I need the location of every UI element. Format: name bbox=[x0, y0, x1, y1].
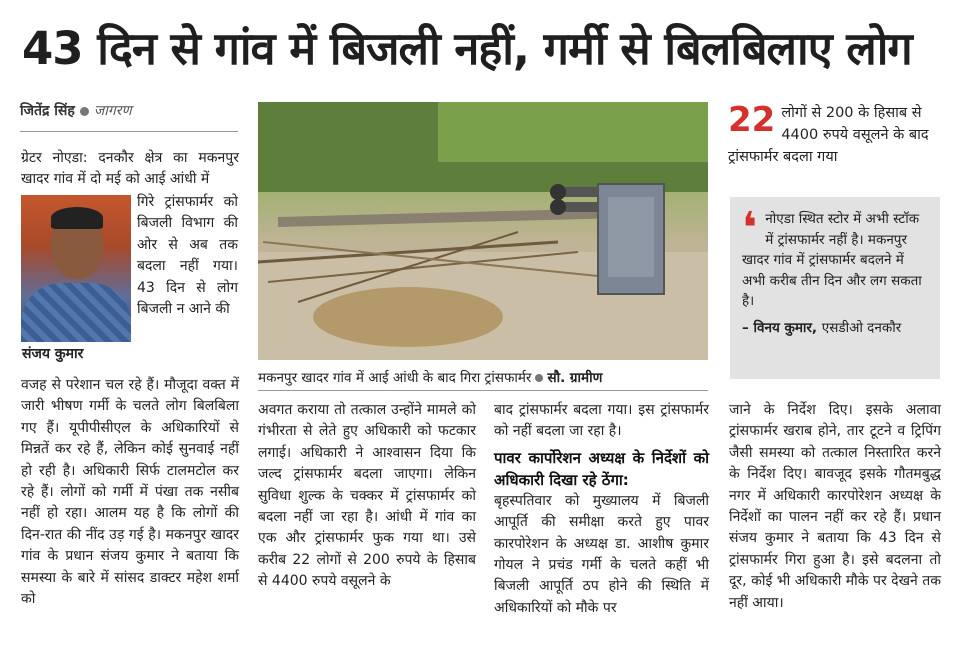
quote-box bbox=[730, 197, 940, 379]
caption-divider bbox=[258, 390, 708, 391]
col1-body: वजह से परेशान चल रहे हैं। मौजूदा वक्त में जारी भीषण गर्मी के चलते लोग बिलबिला गए हैं। यूपीपीसीएल के अधिकारियों से मिन्नतें कर रहे हैं, लेकिन कोई सुनवाई नहीं हो रही है। अधिकारी सिर्फ टालमटोल कर रहे हैं। लोगों को गर्मी में पंखा तक नसीब नहीं हो रहा। आलम यह है कि लोगों की दिन-रात की नींद उड़ गई है। मकनपुर खादर गांव के प्रधान संजय कुमार ने बताया कि समस्या के बारे में सांसद डाक्टर महेश शर्मा को bbox=[21, 377, 239, 608]
col3-subhead: पावर कार्पोरेशन अध्यक्ष के निर्देशों को अधिकारी दिखा रहे ठेंगा: bbox=[494, 448, 709, 489]
byline-divider bbox=[20, 131, 238, 132]
col3-body bbox=[494, 400, 709, 619]
highlight-number: 22 bbox=[728, 100, 776, 140]
col3-text: बृहस्पतिवार को मुख्यालय में बिजली आपूर्ति की समीक्षा करते हुए पावर कारपोरेशन के अध्यक्ष डा. आशीष कुमार गोयल ने प्रचंड गर्मी के चलते कहीं भी बिजली आपूर्ति ठप होने की स्थिति में अधिकारियों को मौके पर bbox=[494, 492, 709, 616]
col1-lead: ग्रेटर नोएडा: दनकौर क्षेत्र का मकनपुर खादर गांव में दो मई को आई आंधी में bbox=[21, 150, 239, 188]
quote-attribution-name: – विनय कुमार, bbox=[742, 319, 818, 336]
col2-body: अवगत कराया तो तत्काल उन्होंने मामले को गंभीरता से लेते हुए अधिकारी को फटकार लगाई। अधिकारी ने आश्वासन दिया कि जल्द ट्रांसफार्मर बदला जाएगा। लेकिन सुविधा शुल्क के चक्कर में ट्रांसफार्मर को बदला नहीं जा रहा है। आंधी में गांव का एक और ट्रांसफार्मर फुक गया था। उसे करीब 22 लोगों से 200 रुपये के हिसाब से 4400 रुपये वसूलने के bbox=[258, 402, 476, 590]
portrait-photo bbox=[21, 195, 131, 342]
headline: 43 दिन से गांव में बिजली नहीं, गर्मी से बिलबिलाए लोग bbox=[22, 22, 912, 75]
byline-author: जितेंद्र सिंह bbox=[20, 103, 75, 119]
quote-icon: ❛ bbox=[742, 203, 758, 254]
quote-attribution-role: एसडीओ दनकौर bbox=[821, 319, 902, 336]
byline-source: जागरण bbox=[93, 103, 132, 119]
portrait-caption: संजय कुमार bbox=[22, 346, 84, 362]
bullet-icon bbox=[80, 107, 89, 116]
col1-wrap-text: गिरे ट्रांसफार्मर को बिजली विभाग की ओर से अब तक बदला नहीं गया। 43 दिन से लोग बिजली न आने की bbox=[137, 194, 238, 318]
fallen-transformer-illustration bbox=[258, 102, 708, 360]
bullet-icon bbox=[535, 374, 543, 382]
col4-body: जाने के निर्देश दिए। इसके अलावा ट्रांसफार्मर खराब होने, तार टूटने व ट्रिपिंग जैसी समस्या को तत्काल निस्तारित करने के निर्देश दिए। बावजूद इसके गौतमबुद्ध नगर में अधिकारी कारपोरेशन अध्यक्ष के निर्देशों का पालन नहीं कर रहे हैं। प्रधान संजय कुमार ने बताया कि 43 दिन से ट्रांसफार्मर गिरा हुआ है। इसे बदलना तो दूर, कोई भी अधिकारी मौके पर देखने तक नहीं आया। bbox=[729, 402, 941, 611]
transformer-photo bbox=[258, 102, 708, 360]
quote-attribution bbox=[742, 318, 930, 336]
highlight-text: लोगों से 200 के हिसाब से 4400 रुपये वसूलने के बाद ट्रांसफार्मर बदला गया bbox=[728, 105, 929, 165]
highlight-box bbox=[728, 102, 940, 168]
quote-text: नोएडा स्थित स्टोर में अभी स्टॉक में ट्रांसफार्मर नहीं है। मकनपुर खादर गांव में ट्रांसफार्मर बदलने में अभी करीब तीन दिन और लग सकता है। bbox=[742, 211, 922, 309]
col3-intro: बाद ट्रांसफार्मर बदला गया। इस ट्रांसफार्मर को नहीं बदला जा रहा है। bbox=[494, 402, 709, 440]
photo-caption bbox=[258, 368, 602, 386]
byline bbox=[20, 101, 132, 120]
photo-caption-text: मकनपुर खादर गांव में आई आंधी के बाद गिरा ट्रांसफार्मर bbox=[258, 370, 532, 386]
photo-credit: सौ. ग्रामीण bbox=[547, 370, 603, 386]
